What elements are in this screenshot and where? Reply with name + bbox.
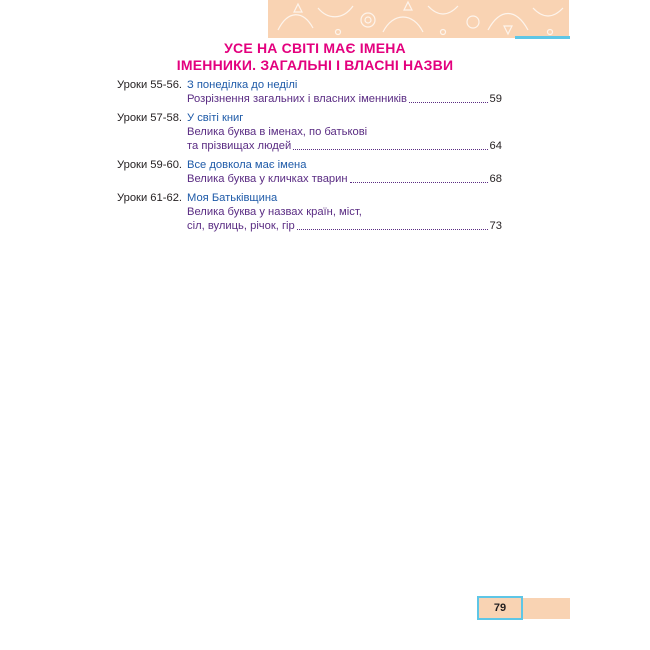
lesson-heading: З понеділка до неділі — [187, 79, 298, 91]
dot-leader — [409, 102, 488, 103]
lesson-topic-line: Велика буква у назвах країн, міст, — [187, 206, 362, 218]
lesson-label: Уроки 55-56. — [117, 79, 183, 91]
toc-leader-line — [187, 219, 502, 233]
page-number: 79 — [477, 596, 523, 620]
lesson-topic: сіл, вулиць, річок, гір — [187, 220, 295, 232]
lesson-topic: та прізвищах людей — [187, 140, 292, 152]
table-of-contents — [117, 78, 502, 238]
header-ornament-banner — [268, 0, 569, 38]
page-ref: 73 — [489, 220, 502, 232]
lesson-heading: Моя Батьківщина — [187, 192, 278, 204]
page-ref: 59 — [489, 93, 502, 105]
lesson-heading: У світі книг — [187, 112, 244, 124]
lesson-topic: Розрізнення загальних і власних іменників — [187, 93, 407, 105]
toc-leader-line — [187, 139, 502, 153]
toc-entry — [117, 191, 502, 233]
lesson-topic-line: Велика буква в іменах, по батькові — [187, 126, 368, 138]
dot-leader — [293, 149, 487, 150]
dot-leader — [297, 229, 488, 230]
chapter-title: УСЕ НА СВІТІ МАЄ ІМЕНА — [224, 40, 406, 56]
page-ref: 68 — [489, 173, 502, 185]
lesson-label: Уроки 57-58. — [117, 112, 183, 124]
toc-entry — [117, 78, 502, 106]
toc-entry — [117, 111, 502, 153]
ornament-pattern — [268, 0, 569, 38]
page-ref: 64 — [489, 140, 502, 152]
lesson-topic: Велика буква у кличках тварин — [187, 173, 348, 185]
dot-leader — [350, 182, 488, 183]
toc-entry — [117, 158, 502, 186]
chapter-subtitle: ІМЕННИКИ. ЗАГАЛЬНІ І ВЛАСНІ НАЗВИ — [176, 57, 454, 73]
lesson-label: Уроки 61-62. — [117, 192, 183, 204]
toc-leader-line — [187, 92, 502, 106]
header-accent-rule — [515, 36, 570, 39]
lesson-label: Уроки 59-60. — [117, 159, 183, 171]
lesson-heading: Все довкола має імена — [187, 159, 307, 171]
toc-leader-line — [187, 172, 502, 186]
